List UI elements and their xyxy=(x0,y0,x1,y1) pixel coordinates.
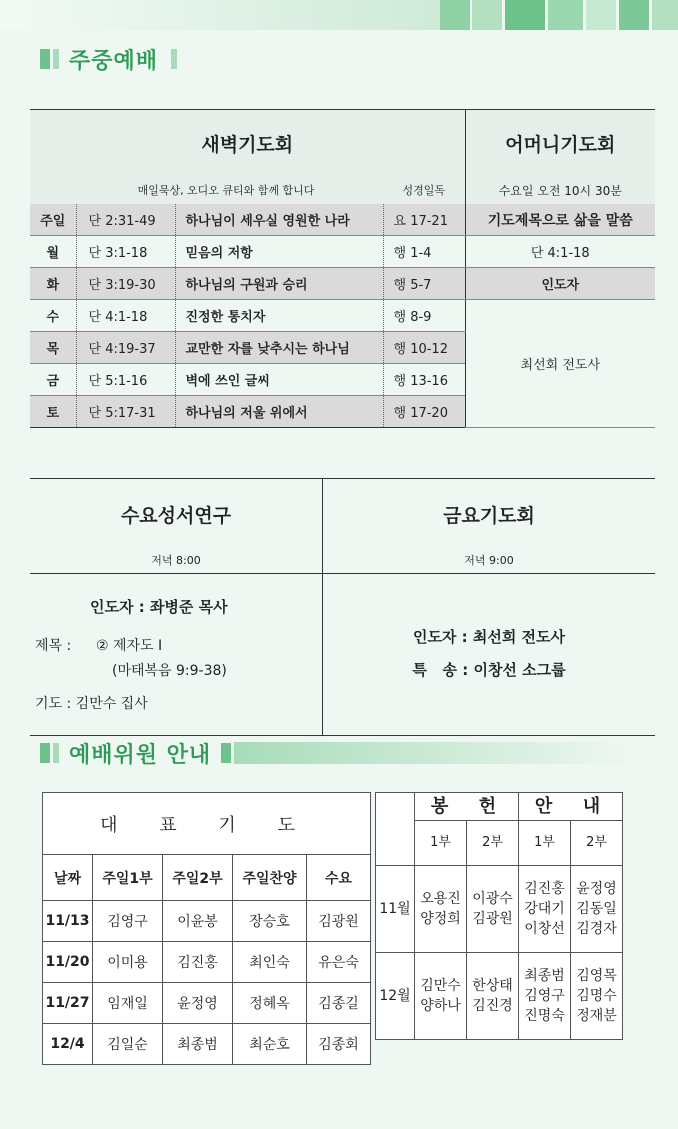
column-header: 주일찬양 xyxy=(233,855,307,901)
reading-verse: 행 13-16 xyxy=(383,364,465,396)
mothers-prayer-time: 수요일 오전 10시 30분 xyxy=(465,176,655,204)
name-cell: 최인숙 xyxy=(233,942,307,983)
wednesday-leader: 인도자 : 좌병준 목사 xyxy=(90,598,228,616)
column-header: 주일1부 xyxy=(93,855,163,901)
name-cell: 김영구 xyxy=(93,901,163,942)
wednesday-study-title: 수요성서연구 xyxy=(120,505,232,527)
reading-verse: 행 8-9 xyxy=(383,300,465,332)
name-cell: 이윤봉 xyxy=(163,901,233,942)
name-cell: 유은숙 xyxy=(307,942,371,983)
name-cell: 최종범 김영구 진명숙 xyxy=(519,953,571,1040)
title-bullet-icon xyxy=(171,49,177,69)
wednesday-subject-label: 제목 : xyxy=(35,638,72,654)
sermon-title: 벽에 쓰인 글씨 xyxy=(175,364,383,396)
name-cell: 이미용 xyxy=(93,942,163,983)
table-row xyxy=(43,1024,371,1065)
name-cell: 김종길 xyxy=(307,983,371,1024)
day-label: 목 xyxy=(30,332,76,364)
date-cell: 11/13 xyxy=(43,901,93,942)
wednesday-prayer: 기도 : 김만수 집사 xyxy=(35,696,148,712)
table-row xyxy=(376,953,623,1040)
day-label: 화 xyxy=(30,268,76,300)
name-cell: 이광수 김광원 xyxy=(467,866,519,953)
scripture-ref: 단 2:31-49 xyxy=(76,204,175,236)
title-bullet-icon xyxy=(53,49,59,69)
name-cell: 윤정영 김동일 김경자 xyxy=(571,866,623,953)
title-bullet-icon xyxy=(40,743,50,763)
bible-reading-label: 성경일독 xyxy=(383,176,465,204)
title-bullet-icon xyxy=(53,743,59,763)
column-header: 주일2부 xyxy=(163,855,233,901)
offering-guide-table xyxy=(375,792,623,1040)
reading-verse: 행 17-20 xyxy=(383,396,465,428)
representative-prayer-table xyxy=(42,792,371,1065)
name-cell: 김영목 김명수 정재분 xyxy=(571,953,623,1040)
day-label: 주일 xyxy=(30,204,76,236)
day-label: 월 xyxy=(30,236,76,268)
table-row xyxy=(43,942,371,983)
month-cell: 12월 xyxy=(376,953,415,1040)
section-title-weekly-worship xyxy=(40,44,177,74)
day-label: 수 xyxy=(30,300,76,332)
sermon-title: 하나님의 저울 위에서 xyxy=(175,396,383,428)
section-title-text: 주중예배 xyxy=(69,48,159,74)
offering-title-right: 안 내 xyxy=(519,793,623,821)
date-cell: 11/27 xyxy=(43,983,93,1024)
name-cell: 임재일 xyxy=(93,983,163,1024)
day-label: 금 xyxy=(30,364,76,396)
part-header: 2부 xyxy=(467,821,519,866)
dawn-prayer-title: 새벽기도회 xyxy=(30,110,465,177)
table-row xyxy=(30,236,655,268)
name-cell: 김일순 xyxy=(93,1024,163,1065)
name-cell: 오용진 양정희 xyxy=(415,866,467,953)
table-row xyxy=(43,901,371,942)
table-row xyxy=(30,300,655,332)
table-row xyxy=(376,866,623,953)
column-header: 수요 xyxy=(307,855,371,901)
mothers-leader-name: 최선회 전도사 xyxy=(465,300,655,428)
representative-prayer-title: 대 표 기 도 xyxy=(43,793,371,855)
section-title-text: 예배위원 안내 xyxy=(69,742,212,768)
scripture-ref: 단 5:17-31 xyxy=(76,396,175,428)
friday-leader: 인도자 : 최선희 전도사 xyxy=(412,628,566,646)
name-cell: 최순호 xyxy=(233,1024,307,1065)
scripture-ref: 단 3:1-18 xyxy=(76,236,175,268)
reading-verse: 행 1-4 xyxy=(383,236,465,268)
scripture-ref: 단 4:19-37 xyxy=(76,332,175,364)
name-cell: 윤정영 xyxy=(163,983,233,1024)
name-cell: 김만수 양하나 xyxy=(415,953,467,1040)
table-row xyxy=(30,204,655,236)
wednesday-subject: ② 제자도 I xyxy=(96,638,163,654)
sermon-title: 진정한 통치자 xyxy=(175,300,383,332)
name-cell: 김진홍 강대기 이창선 xyxy=(519,866,571,953)
part-header: 1부 xyxy=(519,821,571,866)
title-bullet-icon xyxy=(40,49,50,69)
name-cell: 정혜옥 xyxy=(233,983,307,1024)
title-gradient-bar xyxy=(234,742,630,764)
top-decorative-band xyxy=(0,0,678,30)
name-cell: 김진홍 xyxy=(163,942,233,983)
mothers-prayer-ref: 단 4:1-18 xyxy=(465,236,655,268)
wednesday-study-time: 저녁 8:00 xyxy=(151,554,201,567)
part-header: 2부 xyxy=(571,821,623,866)
name-cell: 최종범 xyxy=(163,1024,233,1065)
sermon-title: 하나님의 구원과 승리 xyxy=(175,268,383,300)
name-cell: 한상태 김진경 xyxy=(467,953,519,1040)
date-cell: 12/4 xyxy=(43,1024,93,1065)
mothers-prayer-topic: 기도제목으로 삶을 말씀 xyxy=(465,204,655,236)
scripture-ref: 단 3:19-30 xyxy=(76,268,175,300)
table-row xyxy=(30,268,655,300)
friday-special-song: 특 송 : 이창선 소그룹 xyxy=(412,661,566,679)
title-bullet-icon xyxy=(221,743,231,763)
reading-verse: 요 17-21 xyxy=(383,204,465,236)
sermon-title: 믿음의 저항 xyxy=(175,236,383,268)
scripture-ref: 단 4:1-18 xyxy=(76,300,175,332)
wednesday-friday-panel xyxy=(30,478,655,736)
scripture-ref: 단 5:1-16 xyxy=(76,364,175,396)
name-cell: 장승호 xyxy=(233,901,307,942)
mothers-leader-label: 인도자 xyxy=(465,268,655,300)
wednesday-subject-ref: (마태복음 9:9-38) xyxy=(112,663,227,679)
sermon-title: 교만한 자를 낮추시는 하나님 xyxy=(175,332,383,364)
part-header: 1부 xyxy=(415,821,467,866)
sermon-title: 하나님이 세우실 영원한 나라 xyxy=(175,204,383,236)
month-cell: 11월 xyxy=(376,866,415,953)
friday-prayer-title: 금요기도회 xyxy=(443,505,535,527)
reading-verse: 행 5-7 xyxy=(383,268,465,300)
day-label: 토 xyxy=(30,396,76,428)
dawn-prayer-subtitle: 매일묵상, 오디오 큐티와 함께 합니다 xyxy=(30,176,383,204)
name-cell: 김종회 xyxy=(307,1024,371,1065)
mothers-prayer-title: 어머니기도회 xyxy=(465,110,655,177)
offering-title-left: 봉 헌 xyxy=(415,793,519,821)
friday-prayer-time: 저녁 9:00 xyxy=(464,554,514,567)
date-cell: 11/20 xyxy=(43,942,93,983)
section-title-worship-committee xyxy=(40,738,630,768)
reading-verse: 행 10-12 xyxy=(383,332,465,364)
weekly-worship-table xyxy=(30,109,655,428)
column-header: 날짜 xyxy=(43,855,93,901)
name-cell: 김광원 xyxy=(307,901,371,942)
table-row xyxy=(43,983,371,1024)
